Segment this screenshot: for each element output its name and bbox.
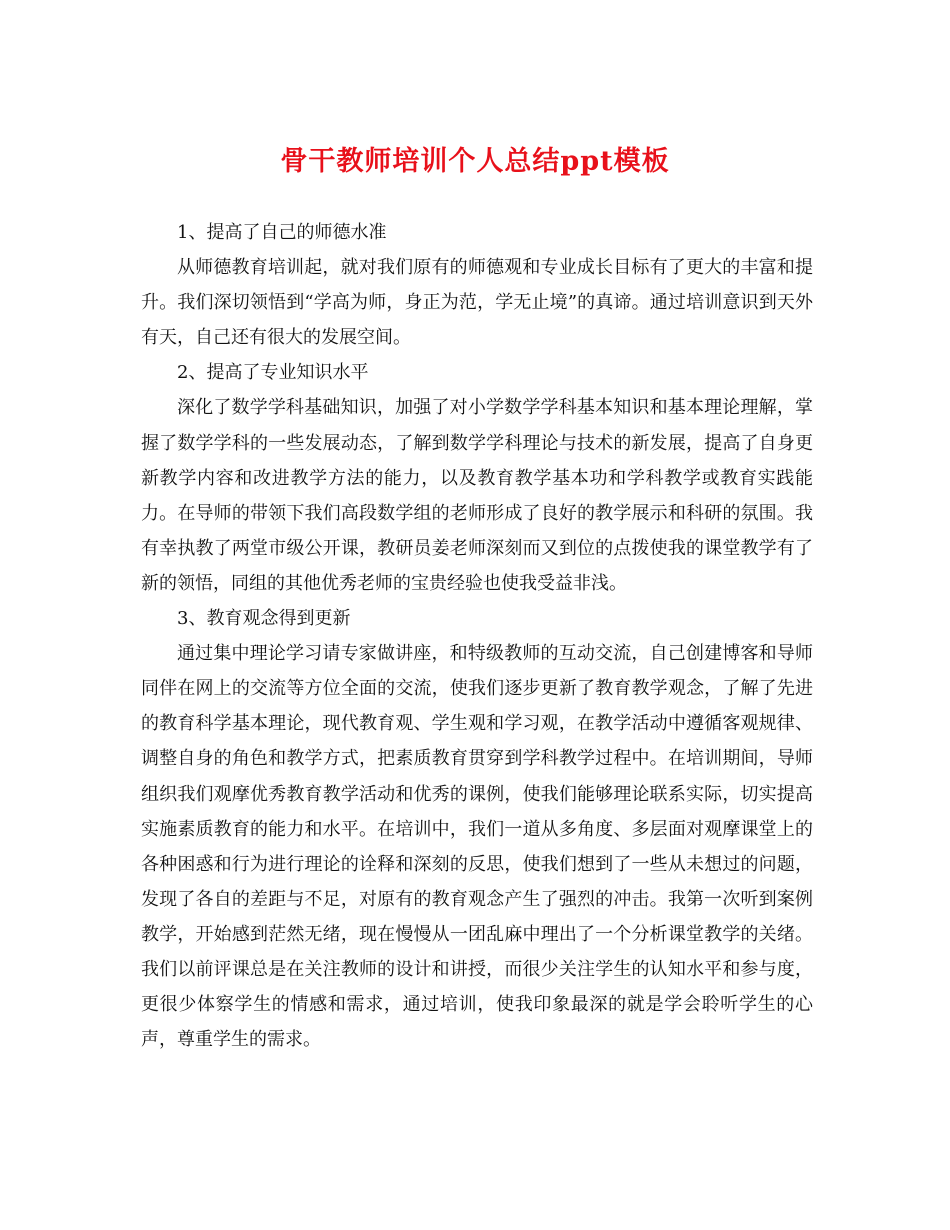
section-heading-1: 1、提高了自己的师德水准 bbox=[177, 222, 387, 243]
section-heading-3: 3、教育观念得到更新 bbox=[177, 608, 351, 630]
document-title: 骨干教师培训个人总结ppt模板 bbox=[280, 146, 670, 177]
document-body bbox=[141, 215, 813, 1057]
paragraph-2: 深化了数学学科基础知识，加强了对小学数学学科基本知识和基本理论理解，掌握了数学学科的一些发展动态，了解到数学学科理论与技术的新发展，提高了自身更新教学内容和改进教学方法的能力，以及教育教学基本功和学科教学或教育实践能力。在导师的带领下我们高段数学组的老师形成了良好的教学展示和科研的氛围。我有幸执教了两堂市级公开课，教研员姜老师深刻而又到位的点拨使我的课堂教学有了新的领悟，同组的其他优秀老师的宝贵经验也使我受益非浅。 bbox=[141, 397, 813, 594]
section-heading-2: 2、提高了专业知识水平 bbox=[177, 362, 369, 384]
paragraph-3: 通过集中理论学习请专家做讲座，和特级教师的互动交流，自己创建博客和导师同伴在网上的交流等方位全面的交流，使我们逐步更新了教育教学观念，了解了先进的教育科学基本理论，现代教育观、学生观和学习观，在教学活动中遵循客观规律、调整自身的角色和教学方式，把素质教育贯穿到学科教学过程中。在培训期间，导师组织我们观摩优秀教育教学活动和优秀的课例，使我们能够理论联系实际，切实提高实施素质教育的能力和水平。在培训中，我们一道从多角度、多层面对观摩课堂上的各种困惑和行为进行理论的诠释和深刻的反思，使我们想到了一些从未想过的问题，发现了各自的差距与不足，对原有的教育观念产生了强烈的冲击。我第一次听到案例教学，开始感到茫然无绪，现在慢慢从一团乱麻中理出了一个分析课堂教学的关绪。我们以前评课总是在关注教师的设计和讲授，而很少关注学生的认知水平和参与度，更很少体察学生的情感和需求，通过培训，使我印象最深的就是学会聆听学生的心声，尊重学生的需求。 bbox=[141, 643, 813, 1051]
paragraph-1: 从师德教育培训起，就对我们原有的师德观和专业成长目标有了更大的丰富和提升。我们深切领悟到“学高为师，身正为范，学无止境”的真谛。通过培训意识到天外有天，自己还有很大的发展空间。 bbox=[141, 257, 813, 349]
